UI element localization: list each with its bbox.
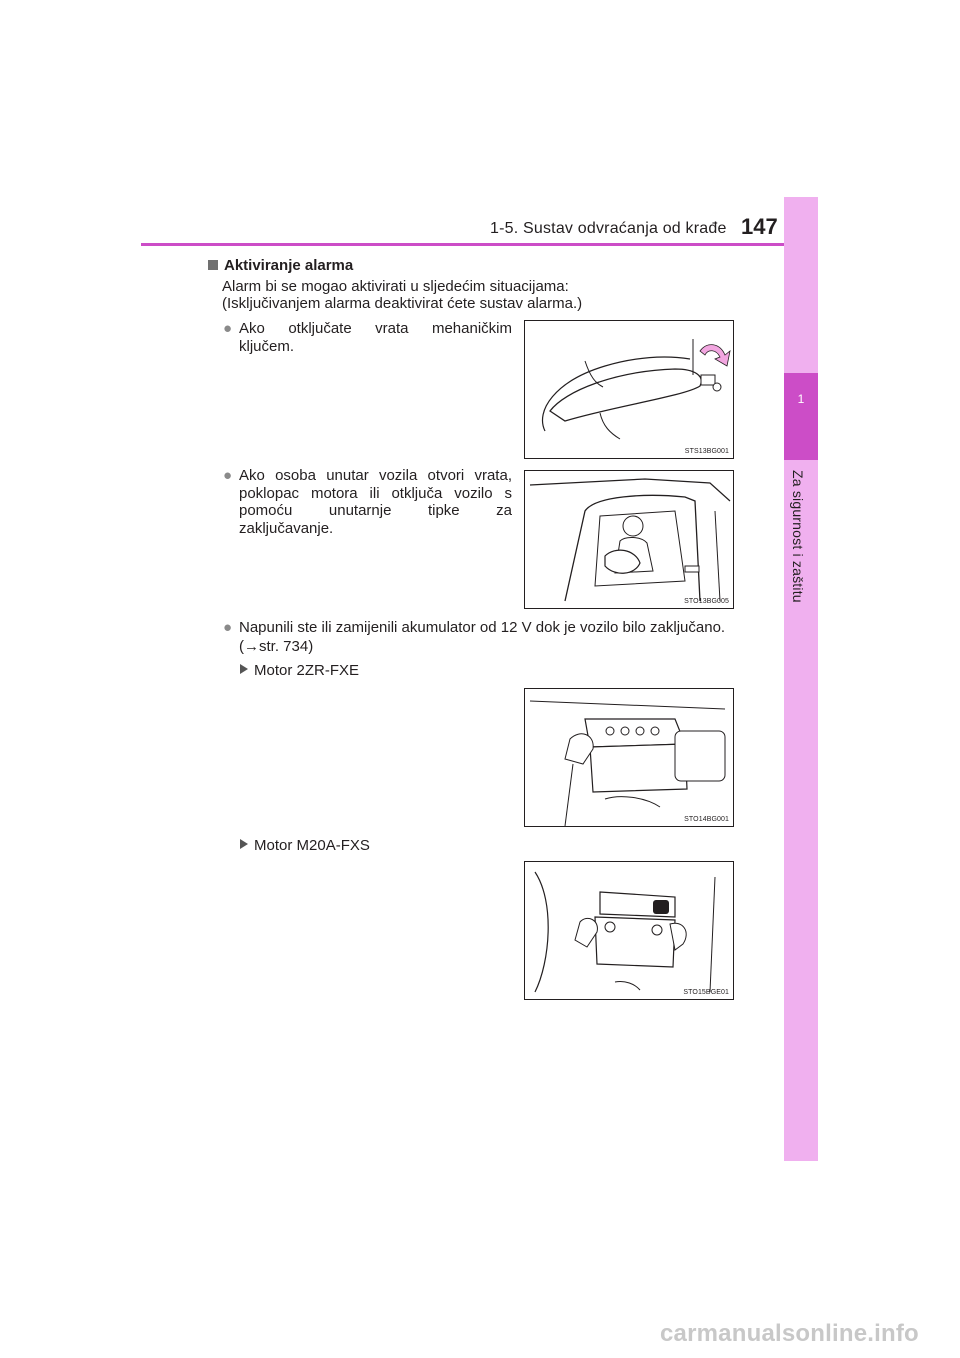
chapter-number: 1 bbox=[797, 392, 805, 406]
watermark: carmanualsonline.info bbox=[660, 1320, 919, 1347]
header-rule bbox=[141, 243, 818, 246]
figure-door-handle-key bbox=[524, 320, 734, 459]
sub-item-label: Motor M20A-FXS bbox=[254, 837, 370, 854]
section-title: 1-5. Sustav odvraćanja od krađe bbox=[490, 220, 727, 237]
car-door-illustration bbox=[525, 471, 733, 608]
chapter-title: Za sigurnost i zaštitu bbox=[790, 470, 806, 603]
intro-line-1: Alarm bi se mogao aktivirati u sljedećim situacijama: bbox=[222, 278, 569, 295]
figure-code: STO15BGE01 bbox=[683, 989, 729, 996]
battery-trunk-illustration bbox=[525, 862, 733, 999]
arrow-right-icon bbox=[240, 664, 248, 674]
door-handle-illustration bbox=[525, 321, 733, 458]
page-number: 147 bbox=[741, 214, 778, 239]
figure-battery-m20a-fxs bbox=[524, 861, 734, 1000]
bullet-3-text-line-2: (→str. 734) bbox=[239, 638, 314, 655]
section-heading-text: Aktiviranje alarma bbox=[224, 257, 354, 274]
bullet-dot-icon: ● bbox=[223, 619, 233, 636]
square-bullet-icon bbox=[208, 260, 218, 270]
chapter-tab-active bbox=[784, 373, 818, 460]
bullet-1-text: Ako otključate vrata mehaničkim ključem. bbox=[239, 320, 512, 355]
chapter-side-tab bbox=[784, 197, 818, 1161]
figure-code: STO13BG005 bbox=[684, 598, 729, 605]
figure-code: STS13BG001 bbox=[684, 448, 729, 455]
section-heading bbox=[208, 257, 353, 274]
battery-illustration bbox=[525, 689, 733, 826]
figure-battery-2zr-fxe bbox=[524, 688, 734, 827]
sub-item-m20a-fxs bbox=[240, 837, 370, 854]
sub-item-2zr-fxe bbox=[240, 662, 359, 679]
arrow-right-icon bbox=[240, 839, 248, 849]
sub-item-label: Motor 2ZR-FXE bbox=[254, 662, 360, 679]
bullet-dot-icon: ● bbox=[223, 320, 233, 337]
bullet-dot-icon: ● bbox=[223, 467, 233, 484]
figure-code: STO14BG001 bbox=[684, 816, 729, 823]
bullet-2-text: Ako osoba unutar vozila otvori vrata, poklopac motora ili otključa vozilo s pomoću unutarnje tipke za zaključavanje. bbox=[239, 467, 512, 537]
figure-person-opening-door bbox=[524, 470, 734, 609]
bullet-3-text-line-1: Napunili ste ili zamijenili akumulator od 12 V dok je vozilo bilo zaključano. bbox=[239, 619, 726, 636]
intro-line-2: (Isključivanjem alarma deaktivirat ćete sustav alarma.) bbox=[222, 295, 583, 312]
